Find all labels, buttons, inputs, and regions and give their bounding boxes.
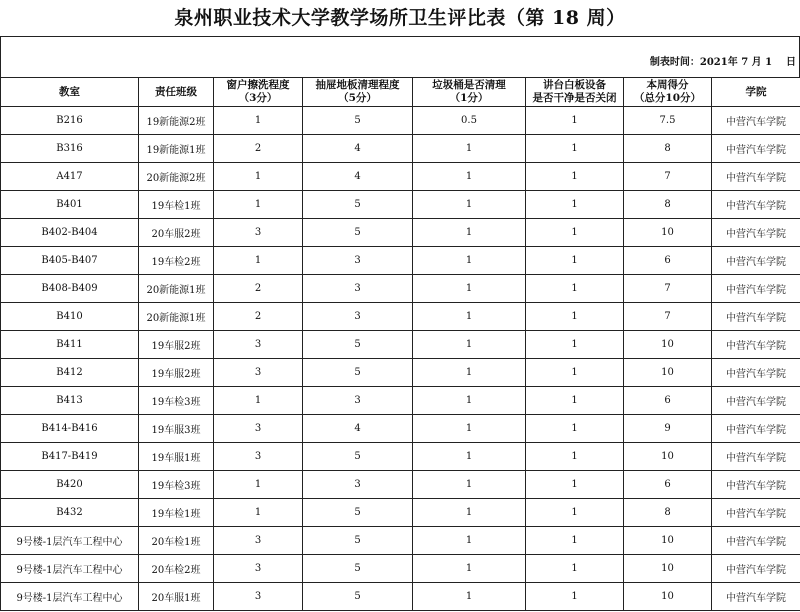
table-cell: 3	[214, 583, 303, 611]
table-cell: 1	[413, 247, 526, 275]
table-cell: B432	[1, 499, 139, 527]
table-cell: 3	[303, 471, 413, 499]
column-header: 讲台白板设备 是否干净是否关闭	[526, 78, 624, 107]
table-cell: 1	[413, 471, 526, 499]
table-cell: 1	[413, 219, 526, 247]
table-cell: B412	[1, 359, 139, 387]
table-cell: 中营汽车学院	[712, 219, 800, 247]
table-cell: 1	[413, 275, 526, 303]
table-cell: 3	[214, 555, 303, 583]
table-row	[1, 471, 800, 499]
table-row	[1, 219, 800, 247]
created-date: 制表时间：2021年 7 月 1 日	[649, 57, 796, 68]
table-cell: 中营汽车学院	[712, 555, 800, 583]
table-cell: 中营汽车学院	[712, 331, 800, 359]
table-cell: 19车检3班	[139, 387, 214, 415]
column-header: 责任班级	[139, 78, 214, 107]
table-cell: 10	[624, 443, 712, 471]
table-row	[1, 555, 800, 583]
table-cell: 8	[624, 135, 712, 163]
table-cell: 1	[214, 387, 303, 415]
table-cell: B411	[1, 331, 139, 359]
table-row	[1, 191, 800, 219]
table-cell: 中营汽车学院	[712, 527, 800, 555]
table-cell: 中营汽车学院	[712, 499, 800, 527]
column-header: 学院	[712, 78, 800, 107]
table-cell: 5	[303, 331, 413, 359]
table-cell: 1	[526, 527, 624, 555]
table-cell: B414-B416	[1, 415, 139, 443]
table-cell: B417-B419	[1, 443, 139, 471]
hygiene-score-table	[0, 77, 800, 611]
table-cell: 1	[413, 443, 526, 471]
table-cell: 10	[624, 527, 712, 555]
table-cell: 19新能源2班	[139, 107, 214, 135]
table-cell: 3	[214, 219, 303, 247]
table-cell: 1	[214, 471, 303, 499]
table-cell: 1	[526, 303, 624, 331]
table-cell: 1	[214, 191, 303, 219]
table-cell: 1	[214, 247, 303, 275]
table-cell: 3	[214, 331, 303, 359]
table-row	[1, 415, 800, 443]
table-cell: 20新能源1班	[139, 303, 214, 331]
table-body	[1, 107, 800, 611]
table-cell: 2	[214, 135, 303, 163]
table-cell: 3	[214, 443, 303, 471]
table-cell: 1	[413, 191, 526, 219]
table-cell: 1	[526, 555, 624, 583]
table-cell: 中营汽车学院	[712, 471, 800, 499]
table-cell: 20新能源2班	[139, 163, 214, 191]
table-cell: B316	[1, 135, 139, 163]
table-cell: 1	[413, 555, 526, 583]
table-row	[1, 163, 800, 191]
table-cell: 5	[303, 443, 413, 471]
table-cell: 中营汽车学院	[712, 247, 800, 275]
table-cell: 中营汽车学院	[712, 415, 800, 443]
table-cell: 9号楼-1层汽车工程中心	[1, 555, 139, 583]
table-cell: 1	[413, 359, 526, 387]
table-cell: 1	[413, 331, 526, 359]
table-cell: 1	[214, 163, 303, 191]
table-cell: 1	[526, 499, 624, 527]
table-cell: 3	[303, 387, 413, 415]
table-cell: 10	[624, 331, 712, 359]
table-cell: 中营汽车学院	[712, 191, 800, 219]
table-cell: 1	[413, 527, 526, 555]
table-cell: 中营汽车学院	[712, 583, 800, 611]
table-cell: 2	[214, 275, 303, 303]
table-cell: 3	[303, 303, 413, 331]
table-cell: 1	[526, 331, 624, 359]
table-cell: B405-B407	[1, 247, 139, 275]
table-cell: 20车服1班	[139, 583, 214, 611]
table-cell: 5	[303, 583, 413, 611]
table-cell: 1	[526, 191, 624, 219]
table-cell: 10	[624, 359, 712, 387]
sheet-title: 泉州职业技术大学教学场所卫生评比表（第 18 周）	[174, 7, 626, 29]
table-cell: B420	[1, 471, 139, 499]
table-cell: 1	[214, 499, 303, 527]
table-cell: 0.5	[413, 107, 526, 135]
table-row	[1, 107, 800, 135]
table-row	[1, 499, 800, 527]
table-row	[1, 387, 800, 415]
table-cell: 19车服2班	[139, 359, 214, 387]
table-cell: 3	[303, 247, 413, 275]
table-cell: 19车检1班	[139, 499, 214, 527]
table-row	[1, 359, 800, 387]
table-cell: 6	[624, 471, 712, 499]
header-row	[1, 78, 800, 107]
table-row	[1, 443, 800, 471]
table-cell: B410	[1, 303, 139, 331]
table-cell: 1	[526, 583, 624, 611]
table-cell: 19车检2班	[139, 247, 214, 275]
table-cell: 1	[526, 359, 624, 387]
table-cell: 2	[214, 303, 303, 331]
column-header: 窗户擦洗程度 （3分）	[214, 78, 303, 107]
table-cell: 3	[214, 359, 303, 387]
table-cell: 中营汽车学院	[712, 303, 800, 331]
table-cell: 19车服2班	[139, 331, 214, 359]
table-cell: 中营汽车学院	[712, 359, 800, 387]
table-cell: 3	[214, 415, 303, 443]
table-cell: B401	[1, 191, 139, 219]
table-row	[1, 527, 800, 555]
table-cell: 5	[303, 219, 413, 247]
table-cell: B402-B404	[1, 219, 139, 247]
table-cell: 10	[624, 555, 712, 583]
column-header: 本周得分 （总分10分）	[624, 78, 712, 107]
table-cell: 4	[303, 415, 413, 443]
table-cell: 5	[303, 359, 413, 387]
table-cell: 19车检1班	[139, 191, 214, 219]
table-cell: 9号楼-1层汽车工程中心	[1, 583, 139, 611]
table-cell: 1	[413, 135, 526, 163]
table-cell: 中营汽车学院	[712, 135, 800, 163]
table-cell: 中营汽车学院	[712, 275, 800, 303]
table-cell: B408-B409	[1, 275, 139, 303]
table-cell: 5	[303, 499, 413, 527]
table-row	[1, 331, 800, 359]
table-cell: 1	[413, 583, 526, 611]
table-cell: 1	[526, 415, 624, 443]
table-cell: 10	[624, 583, 712, 611]
column-header: 教室	[1, 78, 139, 107]
table-cell: 19车服3班	[139, 415, 214, 443]
table-cell: 9号楼-1层汽车工程中心	[1, 527, 139, 555]
table-cell: 19车服1班	[139, 443, 214, 471]
table-cell: 3	[214, 527, 303, 555]
table-cell: 7	[624, 275, 712, 303]
table-cell: 5	[303, 107, 413, 135]
table-cell: 1	[526, 247, 624, 275]
table-cell: 1	[526, 471, 624, 499]
table-cell: 7.5	[624, 107, 712, 135]
table-cell: 中营汽车学院	[712, 387, 800, 415]
table-cell: 7	[624, 303, 712, 331]
column-header: 垃圾桶是否清理 （1分）	[413, 78, 526, 107]
table-cell: 1	[526, 135, 624, 163]
table-cell: 1	[413, 387, 526, 415]
table-cell: 20车服2班	[139, 219, 214, 247]
table-cell: 19新能源1班	[139, 135, 214, 163]
table-cell: 6	[624, 387, 712, 415]
table-cell: A417	[1, 163, 139, 191]
table-cell: 中营汽车学院	[712, 107, 800, 135]
table-cell: 8	[624, 191, 712, 219]
table-row	[1, 275, 800, 303]
table-row	[1, 303, 800, 331]
table-cell: 1	[526, 219, 624, 247]
table-cell: 20车检2班	[139, 555, 214, 583]
table-cell: 1	[413, 303, 526, 331]
table-cell: 8	[624, 499, 712, 527]
table-cell: 中营汽车学院	[712, 443, 800, 471]
table-cell: 20新能源1班	[139, 275, 214, 303]
table-cell: 1	[413, 415, 526, 443]
table-cell: B216	[1, 107, 139, 135]
table-row	[1, 135, 800, 163]
table-cell: 1	[526, 107, 624, 135]
table-cell: 1	[526, 443, 624, 471]
table-cell: 3	[303, 275, 413, 303]
table-row	[1, 247, 800, 275]
table-cell: 1	[413, 499, 526, 527]
table-cell: 4	[303, 163, 413, 191]
table-cell: 1	[214, 107, 303, 135]
table-cell: 4	[303, 135, 413, 163]
table-cell: 10	[624, 219, 712, 247]
table-cell: 9	[624, 415, 712, 443]
table-cell: 5	[303, 555, 413, 583]
table-cell: 1	[526, 275, 624, 303]
table-cell: 1	[526, 387, 624, 415]
table-cell: 5	[303, 191, 413, 219]
table-row	[1, 583, 800, 611]
table-cell: 6	[624, 247, 712, 275]
table-cell: 20车检1班	[139, 527, 214, 555]
table-cell: 中营汽车学院	[712, 163, 800, 191]
table-cell: 1	[413, 163, 526, 191]
column-header: 抽屉地板清理程度 （5分）	[303, 78, 413, 107]
table-cell: 7	[624, 163, 712, 191]
table-cell: 19车检3班	[139, 471, 214, 499]
table-cell: B413	[1, 387, 139, 415]
table-cell: 1	[526, 163, 624, 191]
table-cell: 5	[303, 527, 413, 555]
